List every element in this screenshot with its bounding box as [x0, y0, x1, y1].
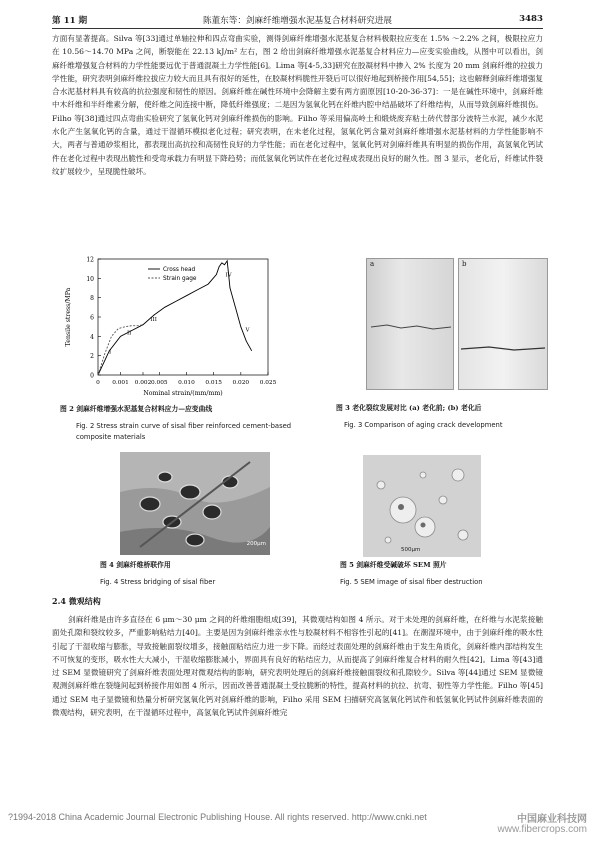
figure-5-caption-cn: 图 5 剑麻纤维受碱破坏 SEM 照片	[340, 561, 447, 569]
figure-3-caption-cn: 图 3 老化裂纹发展对比 (a) 老化前; (b) 老化后	[336, 404, 482, 412]
photo-label-a: a	[370, 260, 375, 268]
legend-label: Strain gage	[163, 276, 197, 282]
stage-label: I	[109, 349, 112, 356]
figure-4-scale-bar: 200μm	[246, 541, 266, 547]
stress-strain-chart	[60, 253, 315, 403]
figure-5-caption-en: Fig. 5 SEM image of sisal fiber destruction	[340, 578, 483, 586]
figure-2	[60, 253, 315, 403]
x-tick-label: 0.010	[178, 380, 195, 386]
stage-label: II	[127, 330, 132, 337]
photo-after-aging	[458, 258, 548, 390]
x-tick-label: 0.015	[205, 380, 222, 386]
x-tick-label: 0.001	[112, 380, 129, 386]
figure-4-caption	[100, 560, 300, 588]
stage-label: IV	[225, 272, 232, 279]
figure-2-caption-en: Fig. 2 Stress strain curve of sisal fiber reinforced cement-based composite materials	[76, 422, 292, 441]
figure-4-caption-en: Fig. 4 Stress bridging of sisal fiber	[100, 578, 216, 586]
y-tick-label: 4	[90, 333, 94, 341]
y-tick-label: 0	[90, 372, 94, 380]
running-header	[52, 14, 543, 28]
body-paragraph-2: 剑麻纤维是由许多直径在 6 μm～30 μm 之间的纤维细胞组成[39]，其微观结构如图 4 所示。对于未处理的剑麻纤维，在纤维与水泥浆接触面处孔隙和裂纹较多，严重影响粘结力[40]。主要是因为剑麻纤维亲水性与胶凝材料不相容性引起的[41]。在潮湿环境中，由于剑麻纤维的吸水性引起了干湿收缩与膨胀，导致接触面裂纹增多，接触面粘结应力进一步下降。而经过表面处理的剑麻纤维由于发生角质化，剑麻纤维内部结构发生不可恢复的变形，吸水性大大减小，干湿收缩膨胀减小，界面具有良好的粘结应力，从而提高了剑麻纤维复合材料的耐久性[42]。Lima 等[43]通过 SEM 显微镜研究了剑麻纤维表面处理对微观结构的影响，研究表明处理后的剑麻纤维接触面裂纹和孔隙较少。Silva 等[44]通过 SEM 显微镜观测剑麻纤维在裂缝间起到桥接作用如图 4 所示，因而改善普通混凝土受拉脆断的特性，提高材料的抗拉、抗弯、韧性等力学性能。Filho 等[45]通过 SEM 电子显微镜和热量分析研究氢氧化钙对剑麻纤维的影响，Filho 采用 SEM 扫描研究高氢氧化钙试件和低氢氧化钙试件剑麻纤维表面的微观结构，研究表明，在干湿循环过程中，高氢氧化钙试件剑麻纤维完	[52, 615, 543, 718]
body-paragraph-1: 方面有显著提高。Silva 等[33]通过单轴拉伸和四点弯曲实验，测得剑麻纤维增强水泥基复合材料极限拉应变在 1.5% ～2.2% 之间，极限拉应力在 10.56～14.70 MPa 之间，断裂能在 22.13 kJ/m² 左右，图 2 给出剑麻纤维增强水泥基复合材料应力—应变实验曲线，从图中可以看出，剑麻纤维增强复合材料的力学性能要远优于普通混凝土力学性能[6]。Lima 等[4-5,33]研究在胶凝材料中掺入 2% 长度为 20 mm 剑麻纤维的拉拔力学性能，研究表明剑麻纤维拉拔应力较大而且具有很好的延性，在胶凝材料脆性开裂后可以很好地起到桥接作用[54,55]；这也解释剑麻纤维增强复合水泥基材料具有较高的抗拉强度和韧性的原因。剑麻纤维在碱性环境中会降解主要有两方面原因[10-20-36-37]：一是在碱性环境中，剑麻纤维中木纤维和半纤维素分解，使纤维之间连接中断，降低纤维强度；二是因为氢氧化钙在纤维内腔中结晶破坏了纤维结构，从而导致剑麻纤维损伤。Filho 等[38]通过四点弯曲实验研究了氢氧化钙对剑麻纤维损伤的影响。Filho 等采用偏高岭土和煅烧废弃粘土砖代替部分波特兰水泥，减少水泥水化产生氢氧化钙的含量，通过干湿循环模拟老化过程；研究表明，在未老化过程，氢氧化钙含量对剑麻纤维增强水泥基材料的力学性能影响不大，两者与普通砂浆相比，都表现出高抗拉和高韧性良好的力学性能；而在老化过程中，氢氧化钙对剑麻纤维具有明显的损伤作用，高氢氧化钙试件在老化过程中表现出脆性和受弯承载力有明显下降趋势；而低氢氧化钙试件在老化过程成表现出良好的耐久性。图 3 显示，老化后，纤维试件裂纹扩展较少，呈现脆性破坏。	[52, 34, 543, 176]
x-tick-label: 0.002	[134, 380, 152, 386]
legend-label: Cross head	[163, 267, 196, 273]
photo-label-b: b	[462, 260, 467, 268]
x-tick-label: 0	[96, 380, 100, 386]
y-axis-label: Tensile stress/MPa	[65, 287, 72, 347]
watermark-cn: 中国麻业科技网	[517, 814, 587, 825]
figure-3-caption	[330, 403, 545, 431]
figure-3-caption-en: Fig. 3 Comparison of aging crack development	[344, 421, 503, 429]
y-tick-label: 2	[90, 353, 94, 361]
figure-4-caption-cn: 图 4 剑麻纤维桥联作用	[100, 561, 171, 569]
watermark-url: www.fibercrops.com	[497, 824, 587, 835]
footer	[8, 812, 587, 835]
figure-2-caption-cn: 图 2 剑麻纤维增强水泥基复合材料应力—应变曲线	[60, 405, 213, 413]
page-number: 3483	[519, 14, 543, 24]
figure-2-caption	[60, 404, 315, 443]
figure-4-sem-image	[120, 452, 270, 555]
x-tick-label: 0.020	[232, 380, 250, 386]
figure-5-scale-bar: 500μm	[401, 547, 421, 553]
figure-5-sem-image	[363, 455, 481, 557]
series-line-1	[98, 325, 143, 375]
figure-3	[366, 258, 546, 388]
y-tick-label: 6	[90, 314, 94, 322]
y-tick-label: 12	[86, 256, 94, 264]
y-tick-label: 8	[90, 295, 94, 303]
x-tick-label: 0.025	[259, 380, 277, 386]
figure-5-caption	[340, 560, 545, 588]
y-tick-label: 10	[86, 275, 94, 283]
stage-label: III	[150, 316, 157, 323]
header-rule	[52, 28, 543, 29]
photo-before-aging	[366, 258, 454, 390]
issue-number: 第 11 期	[52, 16, 88, 26]
stage-label: V	[245, 327, 250, 334]
section-heading-2-4: 2.4 微观结构	[52, 596, 101, 606]
x-axis-label: Nominal strain/(mm/mm)	[143, 390, 223, 397]
x-tick-label: 0.005	[150, 380, 168, 386]
running-title: 陈董东等：剑麻纤维增强水泥基复合材料研究进展	[202, 16, 393, 26]
copyright-notice: ?1994-2018 China Academic Journal Electronic Publishing House. All rights reserved. http://www.cnki.net	[8, 812, 427, 822]
